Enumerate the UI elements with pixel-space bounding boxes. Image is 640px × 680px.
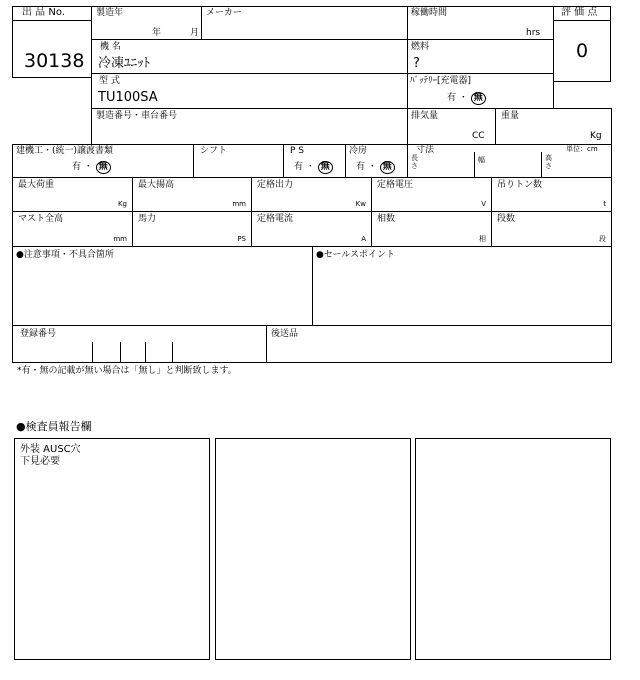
model-name-label: 機 名 xyxy=(100,42,121,52)
spec-label: 吊りトン数 xyxy=(497,180,543,190)
battery-yes: 有 ・ xyxy=(447,93,468,103)
ps-label: P S xyxy=(290,146,305,156)
model-name-value: 冷凍ﾕﾆｯﾄ xyxy=(98,56,151,71)
unit-note: 単位：cm xyxy=(566,145,598,153)
displacement-unit: CC xyxy=(472,131,485,141)
spec-label: 相数 xyxy=(377,214,396,224)
inspector-panel-1 xyxy=(14,438,210,660)
type-label: 型 式 xyxy=(99,76,120,86)
spec-unit: t xyxy=(603,200,606,208)
cert-label: 建機工・(統一)譲渡書類 xyxy=(16,146,114,156)
cert-yes: 有 ・ xyxy=(72,162,93,172)
ps-no-circled: 無 xyxy=(318,161,333,174)
spec-label: 馬力 xyxy=(138,214,157,224)
spec-unit: Kg xyxy=(117,200,127,208)
spec-unit: mm xyxy=(232,200,246,208)
lot-label: 出 品 No. xyxy=(22,7,65,18)
type-value: TU100SA xyxy=(98,90,158,105)
registration-label: 登録番号 xyxy=(20,329,57,339)
spec-unit: mm xyxy=(113,235,127,243)
weight-unit: Kg xyxy=(590,131,602,141)
month-suffix: 月 xyxy=(190,28,200,38)
dim-label: 寸法 xyxy=(416,145,435,155)
inspector-panel-1-text: 外装 AUSC穴 下見必要 xyxy=(20,444,81,467)
length-label: 長 さ xyxy=(411,154,418,170)
sales-point-label: ●セールスポイント xyxy=(316,250,396,260)
cooling-yes-no xyxy=(356,161,395,174)
fuel-value: ? xyxy=(413,56,420,71)
battery-label: ﾊﾞｯﾃﾘｰ[充電器] xyxy=(410,76,472,86)
fuel-label: 燃料 xyxy=(411,42,430,52)
footnote: *有・無の記載が無い場合は「無し」と判断致します。 xyxy=(17,366,237,376)
spec-label: 最大荷重 xyxy=(18,180,55,190)
maker-label: メーカー xyxy=(206,8,242,18)
cert-no-circled: 無 xyxy=(96,161,111,174)
cooling-label: 冷房 xyxy=(349,146,368,156)
year-label: 製造年 xyxy=(96,8,124,18)
year-suffix: 年 xyxy=(152,28,162,38)
caution-label: ●注意事項・不具合箇所 xyxy=(16,250,114,260)
spec-label: 定格電流 xyxy=(257,214,294,224)
fuel-cell xyxy=(407,39,554,74)
score-label: 評 価 点 xyxy=(561,7,598,18)
battery-no-circled: 無 xyxy=(471,92,486,105)
shift-label: シフト xyxy=(200,146,228,156)
cooling-no-circled: 無 xyxy=(380,161,395,174)
hours-label: 稼働時間 xyxy=(411,8,448,18)
inspector-panel-2 xyxy=(215,438,411,660)
spec-unit: A xyxy=(361,235,366,243)
height-label: 高 さ xyxy=(545,154,552,170)
serial-label: 製造番号・車台番号 xyxy=(96,111,178,121)
spec-unit: 段 xyxy=(599,235,606,243)
hours-unit: hrs xyxy=(526,28,541,38)
weight-label: 重量 xyxy=(501,111,520,121)
spec-label: マスト全高 xyxy=(18,214,64,224)
spec-label: 段数 xyxy=(497,214,516,224)
width-label: 幅 xyxy=(478,156,485,164)
cert-yes-no xyxy=(72,161,111,174)
battery-yes-no xyxy=(447,92,486,105)
ps-yes: 有 ・ xyxy=(294,162,315,172)
shipping-box xyxy=(266,325,612,363)
displacement-label: 排気量 xyxy=(411,111,439,121)
spec-label: 最大揚高 xyxy=(138,180,175,190)
spec-unit: Kw xyxy=(355,200,366,208)
score-value: 0 xyxy=(576,40,589,62)
shipping-label: 後送品 xyxy=(271,329,299,339)
spec-label: 定格出力 xyxy=(257,180,294,190)
inspector-panel-3 xyxy=(415,438,611,660)
inspector-heading: ●検査員報告欄 xyxy=(16,420,92,433)
ps-yes-no xyxy=(294,161,333,174)
spec-label: 定格電圧 xyxy=(377,180,414,190)
spec-unit: V xyxy=(481,200,486,208)
spec-unit: PS xyxy=(237,235,246,243)
cooling-yes: 有 ・ xyxy=(356,162,377,172)
spec-unit: 相 xyxy=(479,235,486,243)
lot-number: 30138 xyxy=(24,50,85,72)
